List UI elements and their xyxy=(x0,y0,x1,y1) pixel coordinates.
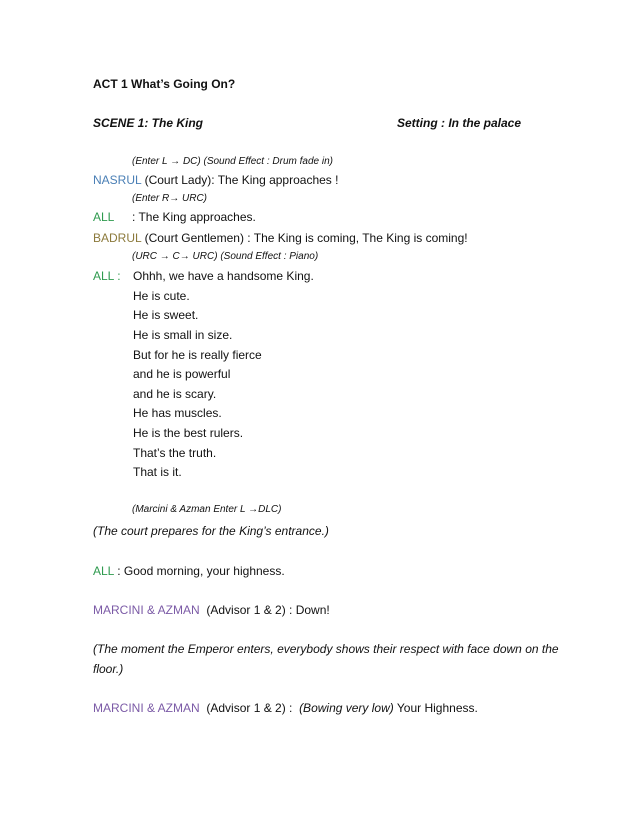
verse-line: and he is scary. xyxy=(133,387,217,401)
verse-line: He is sweet. xyxy=(133,308,199,322)
character-name: ALL xyxy=(93,210,115,224)
dialogue-text: : Good morning, your highness. xyxy=(117,564,285,578)
scene-setting: Setting : In the palace xyxy=(397,116,522,130)
stage-direction: (Enter L → DC) (Sound Effect : Drum fade in) xyxy=(132,156,334,167)
verse-line: He is the best rulers. xyxy=(133,426,244,440)
character-name: ALL : xyxy=(93,269,121,283)
dialogue-text: (Court Gentlemen) : The King is coming, The King is coming! xyxy=(144,231,468,245)
dialogue-text: (Advisor 1 & 2) : Down! xyxy=(206,603,330,617)
verse-line: But for he is really fierce xyxy=(133,348,262,362)
dialogue-line-nasrul xyxy=(93,174,338,186)
character-name: ALL xyxy=(93,564,114,578)
dialogue-line-marcini-azman xyxy=(93,604,330,616)
dialogue-line-all xyxy=(93,211,114,223)
stage-direction: (The court prepares for the King’s entrance.) xyxy=(93,524,329,538)
act-title: ACT 1 What’s Going On? xyxy=(93,77,236,91)
dialogue-line-all xyxy=(93,565,285,577)
verse-line: He is small in size. xyxy=(133,328,233,342)
stage-direction: (URC → C→ URC) (Sound Effect : Piano) xyxy=(132,251,319,262)
stage-direction: floor.) xyxy=(93,662,124,676)
character-name: MARCINI & AZMAN xyxy=(93,603,200,617)
dialogue-line-marcini-azman xyxy=(93,702,478,714)
dialogue-text: (Advisor 1 & 2) : xyxy=(206,701,293,715)
dialogue-text: : The King approaches. xyxy=(132,210,256,224)
dialogue-line-badrul xyxy=(93,232,468,244)
character-name: NASRUL xyxy=(93,173,142,187)
stage-direction: (Bowing very low) xyxy=(299,701,394,715)
verse-line: and he is powerful xyxy=(133,367,231,381)
verse-line: He has muscles. xyxy=(133,406,222,420)
character-name: MARCINI & AZMAN xyxy=(93,701,200,715)
verse-line: That’s the truth. xyxy=(133,446,217,460)
verse-line: That is it. xyxy=(133,465,182,479)
verse-line: Ohhh, we have a handsome King. xyxy=(133,269,314,283)
stage-direction: (Enter R→ URC) xyxy=(132,193,208,204)
dialogue-text: Your Highness. xyxy=(396,701,478,715)
character-name: BADRUL xyxy=(93,231,142,245)
stage-direction: (Marcini & Azman Enter L →DLC) xyxy=(132,504,282,515)
scene-title: SCENE 1: The King xyxy=(93,116,204,130)
verse-line: He is cute. xyxy=(133,289,190,303)
dialogue-text: (Court Lady): The King approaches ! xyxy=(144,173,339,187)
stage-direction: (The moment the Emperor enters, everybody shows their respect with face down on the xyxy=(93,642,559,656)
